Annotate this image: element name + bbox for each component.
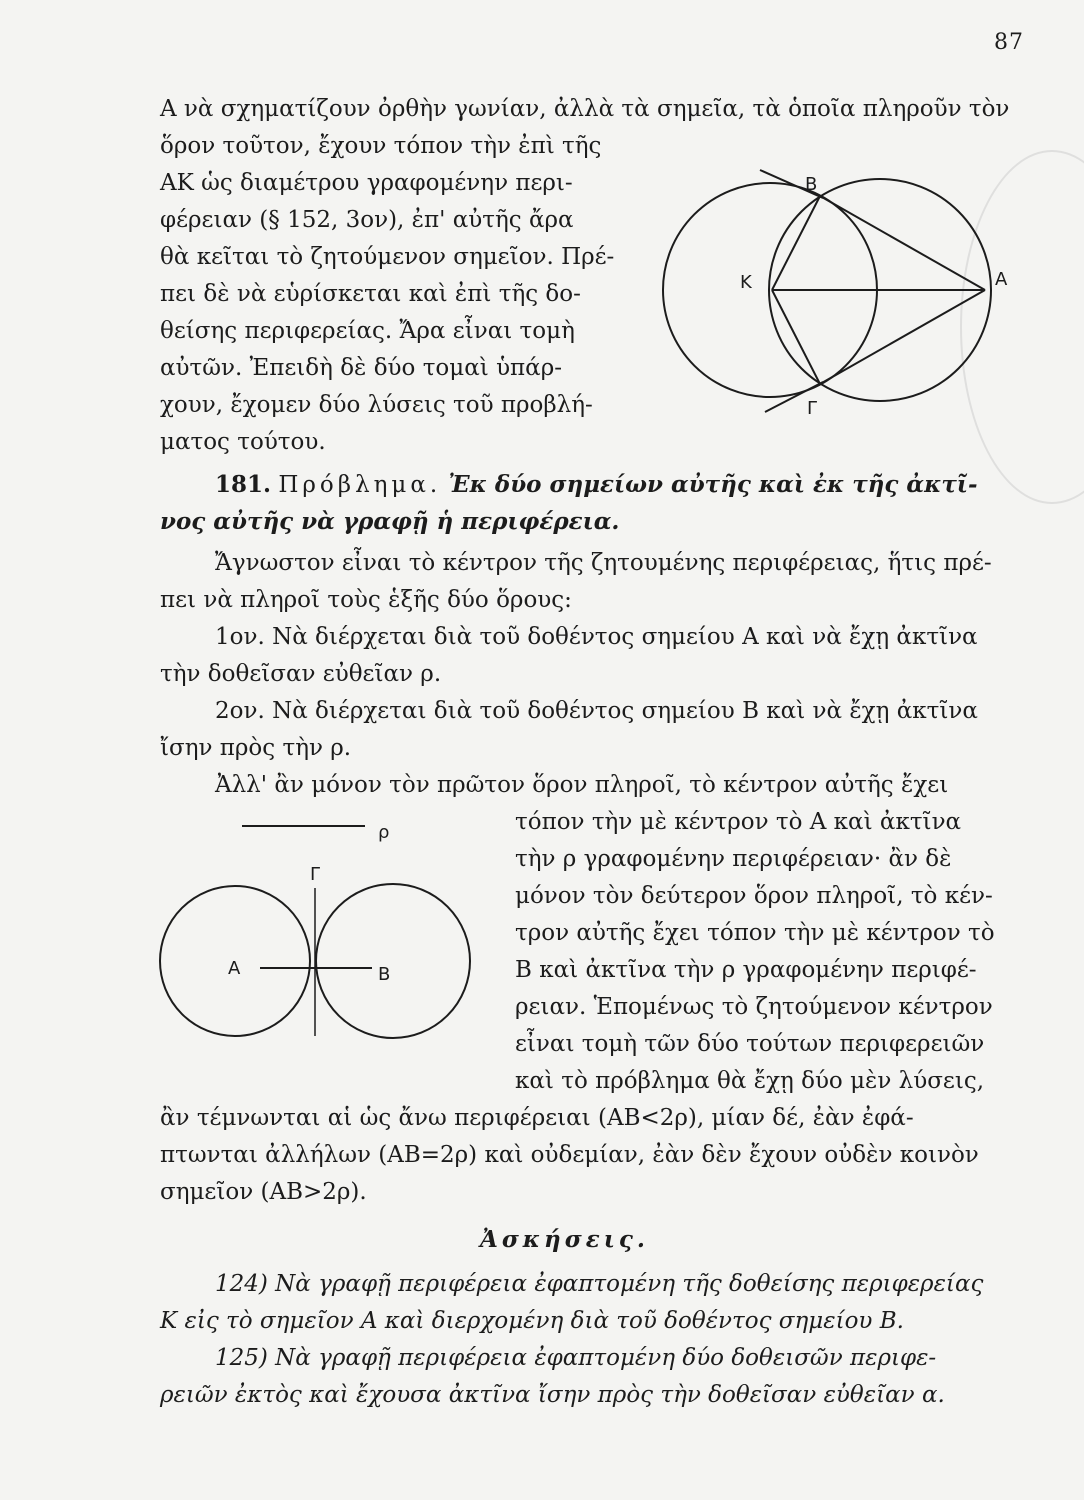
text-line: καὶ τὸ πρόβλημα θὰ ἔχῃ δύο μὲν λύσεις, xyxy=(515,1068,985,1094)
label-B: Β xyxy=(378,964,391,985)
text-line: σημεῖον (ΑΒ>2ρ). xyxy=(160,1179,367,1205)
text-line: ὅρον τοῦτον, ἔχουν τόπον τὴν ἐπὶ τῆς xyxy=(160,133,602,159)
label-G: Γ xyxy=(310,864,321,885)
text-line: ἂν τέμνωνται αἱ ὡς ἄνω περιφέρειαι (ΑΒ<2ρ), μίαν δέ, ἐὰν ἐφά- xyxy=(160,1105,914,1131)
text-line: χουν, ἔχομεν δύο λύσεις τοῦ προβλή- xyxy=(160,392,593,418)
text-line: θὰ κεῖται τὸ ζητούμενον σημεῖον. Πρέ- xyxy=(160,244,615,270)
text-line: αὐτῶν. Ἐπειδὴ δὲ δύο τομαὶ ὑπάρ- xyxy=(160,355,562,381)
exercises-heading: Ἀσκήσεις. xyxy=(480,1226,649,1253)
text-line: τρον αὐτῆς ἔχει τόπον τὴν μὲ κέντρον τὸ xyxy=(515,920,995,946)
exercise-line: ρειῶν ἐκτὸς καὶ ἔχουσα ἀκτῖνα ἴσην πρὸς τὴν δοθεῖσαν εὐθεῖαν α. xyxy=(160,1382,945,1408)
text-line: Α νὰ σχηματίζουν ὀρθὴν γωνίαν, ἀλλὰ τὰ σημεῖα, τὰ ὁποῖα πληροῦν τὸν xyxy=(160,96,1010,122)
text-line: ἴσην πρὸς τὴν ρ. xyxy=(160,735,352,761)
exercise-line: 124) Νὰ γραφῇ περιφέρεια ἐφαπτομένη τῆς δοθείσης περιφερείας xyxy=(215,1271,984,1297)
problem-title-cont: νος αὐτῆς νὰ γραφῇ ἡ περιφέρεια. xyxy=(160,508,620,535)
text-line: πτωνται ἀλλήλων (ΑΒ=2ρ) καὶ οὐδεμίαν, ἐὰν δὲν ἔχουν οὐδὲν κοινὸν xyxy=(160,1142,979,1168)
exercise-line: 125) Νὰ γραφῇ περιφέρεια ἐφαπτομένη δύο δοθεισῶν περιφε- xyxy=(215,1345,937,1371)
label-K: Κ xyxy=(740,272,752,293)
text-line: Β καὶ ἀκτῖνα τὴν ρ γραφομένην περιφέ- xyxy=(515,957,977,983)
text-line: πει νὰ πληροῖ τοὺς ἑξῆς δύο ὅρους: xyxy=(160,587,572,613)
label-A: Α xyxy=(228,958,241,979)
page-number: 87 xyxy=(994,30,1024,55)
label-A: Α xyxy=(995,269,1008,290)
text-line: ΑΚ ὡς διαμέτρου γραφομένην περι- xyxy=(160,170,573,196)
text-line: ρειαν. Ἑπομένως τὸ ζητούμενον κέντρον xyxy=(515,994,993,1020)
text-line: μόνον τὸν δεύτερον ὅρον πληροῖ, τὸ κέν- xyxy=(515,883,993,909)
text-line: τὴν δοθεῖσαν εὐθεῖαν ρ. xyxy=(160,661,442,687)
problem-heading xyxy=(215,473,978,497)
label-G: Γ xyxy=(807,398,818,419)
problem-number: 181. xyxy=(215,471,272,498)
text-line: φέρειαν (§ 152, 3ον), ἐπ' αὐτῆς ἄρα xyxy=(160,207,574,233)
text-line: θείσης περιφερείας. Ἄρα εἶναι τομὴ xyxy=(160,318,575,344)
tangent-bottom xyxy=(820,290,985,384)
text-line: ματος τούτου. xyxy=(160,429,326,455)
exercise-line: Κ εἰς τὸ σημεῖον Α καὶ διερχομένη διὰ τοῦ δοθέντος σημείου Β. xyxy=(160,1308,904,1334)
text-line: 2ον. Νὰ διέρχεται διὰ τοῦ δοθέντος σημείου Β καὶ νὰ ἔχῃ ἀκτῖνα xyxy=(215,698,978,724)
problem-word: Πρόβλημα. xyxy=(278,472,442,498)
text-line: εἶναι τομὴ τῶν δύο τούτων περιφερειῶν xyxy=(515,1031,985,1057)
text-line: 1ον. Νὰ διέρχεται διὰ τοῦ δοθέντος σημείου Α καὶ νὰ ἔχῃ ἀκτῖνα xyxy=(215,624,978,650)
figure-two-circles xyxy=(150,808,490,1058)
label-rho: ρ xyxy=(378,822,390,843)
text-line: πει δὲ νὰ εὑρίσκεται καὶ ἐπὶ τῆς δο- xyxy=(160,281,581,307)
text-line: τόπον τὴν μὲ κέντρον τὸ Α καὶ ἀκτῖνα xyxy=(515,809,962,835)
tangent-top xyxy=(820,196,985,290)
label-B: Β xyxy=(805,174,818,195)
problem-title: Ἐκ δύο σημείων αὐτῆς καὶ ἐκ τῆς ἀκτῖ- xyxy=(448,471,978,498)
text-line: Ἄγνωστον εἶναι τὸ κέντρον τῆς ζητουμένης περιφέρειας, ἥτις πρέ- xyxy=(215,550,992,576)
circle-B xyxy=(316,884,470,1038)
text-line: Ἀλλ' ἂν μόνον τὸν πρῶτον ὅρον πληροῖ, τὸ κέντρον αὐτῆς ἔχει xyxy=(215,772,949,798)
text-line: τὴν ρ γραφομένην περιφέρειαν· ἂν δὲ xyxy=(515,846,952,872)
figure-tangent-circles xyxy=(655,160,1035,420)
